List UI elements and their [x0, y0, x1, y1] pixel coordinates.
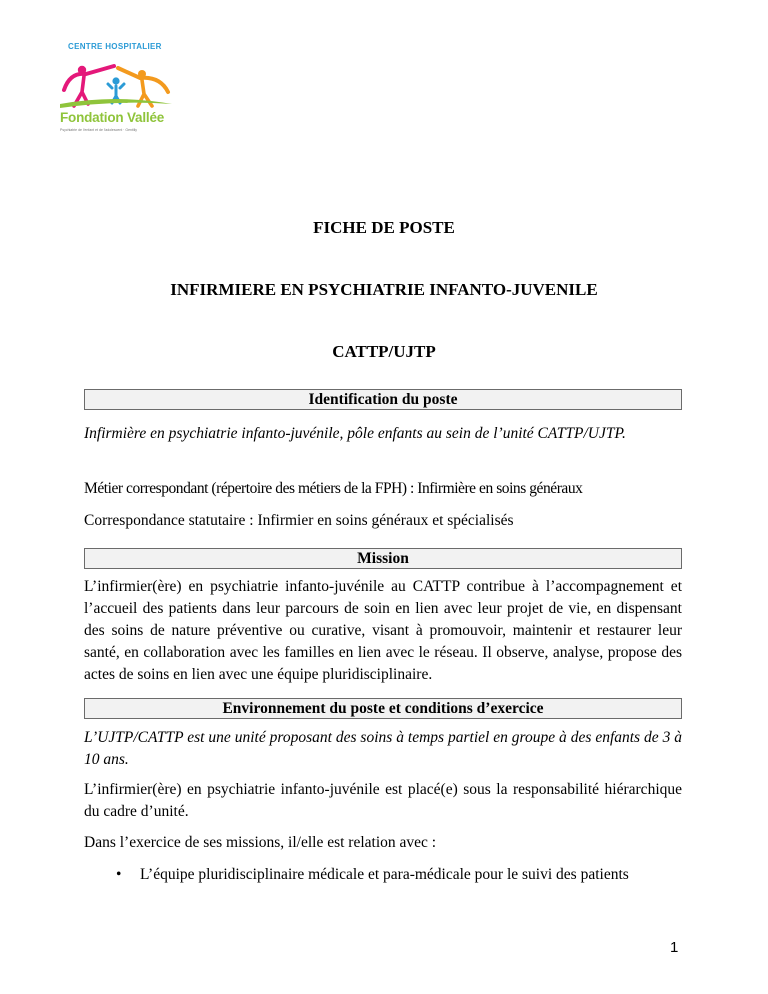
environnement-relations-intro: Dans l’exercice de ses missions, il/elle est relation avec : [84, 834, 437, 851]
section-heading-mission: Mission [84, 548, 682, 569]
logo-brand-name: Fondation Vallée [60, 110, 165, 125]
identification-intro: Infirmière en psychiatrie infanto-juvénile, pôle enfants au sein de l’unité CATTP/UJTP. [84, 425, 626, 442]
environnement-intro: L’UJTP/CATTP est une unité proposant des soins à temps partiel en groupe à des enfants de 3 à 10 ans. [84, 729, 682, 768]
unit-title: CATTP/UJTP [332, 342, 436, 361]
environnement-responsabilite: L’infirmier(ère) en psychiatrie infanto-juvénile est placé(e) sous la responsabilité hiérarchique du cadre d’unité. [84, 781, 682, 820]
logo-caption: CENTRE HOSPITALIER [68, 42, 162, 51]
section-heading-environnement: Environnement du poste et conditions d’exercice [84, 698, 682, 719]
document-title: FICHE DE POSTE [313, 218, 455, 237]
identification-metier: Métier correspondant (répertoire des métiers de la FPH) : Infirmière en soins généraux [84, 480, 583, 497]
job-title: INFIRMIERE EN PSYCHIATRIE INFANTO-JUVENILE [170, 280, 598, 299]
mission-text: L’infirmier(ère) en psychiatrie infanto-juvénile au CATTP contribue à l’accompagnement et l’accueil des patients dans leur parcours de soin en lien avec leur projet de vie, en dispensant des soins de nature préventive ou curative, visant à promouvoir, maintenir et restaurer leur santé, en collaboration avec les familles en lien avec le réseau. Il observe, analyse, propose des actes de soins en lien avec une équipe pluridisciplinaire. [84, 578, 682, 683]
page-number: 1 [670, 939, 679, 956]
section-heading-identification: Identification du poste [84, 389, 682, 410]
list-item-text: L’équipe pluridisciplinaire médicale et para-médicale pour le suivi des patients [140, 866, 629, 883]
logo-tagline: Psychiatrie de l'enfant et de l'adolescent · Gentilly [60, 128, 138, 132]
identification-correspondance: Correspondance statutaire : Infirmier en soins généraux et spécialisés [84, 512, 514, 529]
bullet-icon: • [116, 866, 122, 883]
